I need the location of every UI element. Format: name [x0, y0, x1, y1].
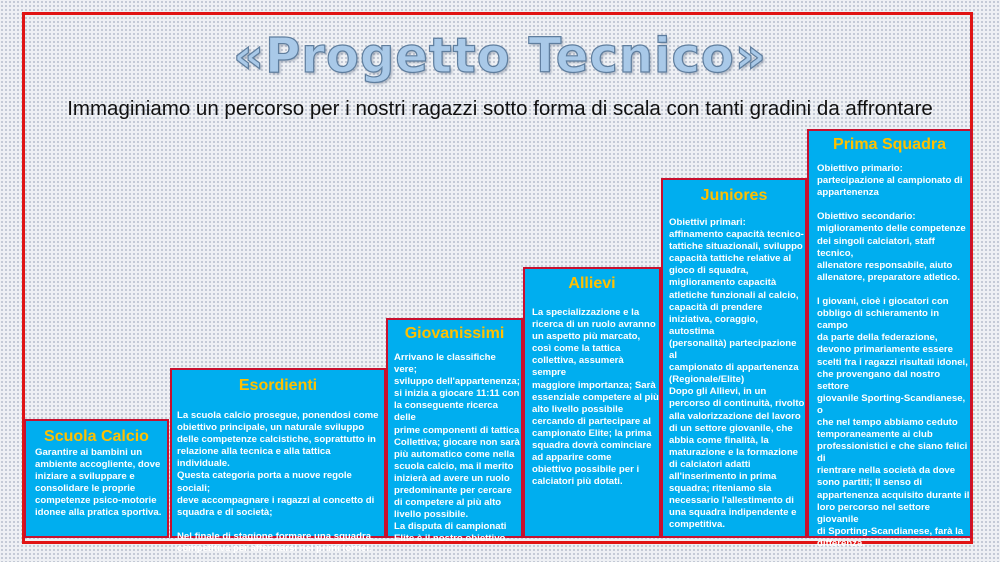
step-allievi — [523, 267, 661, 538]
step-text: Arrivano le classifiche vere; sviluppo dell'appartenenza; si inizia a giocare 11:11 con la conseguente ricerca delle prime componenti di tattica Collettiva; giocare non sarà più automatico come nella scuola calcio, ma il merito inizierà ad avere un ruolo predominante per cercare di competere al più alto livello possibile. La disputa di campionati Elite è il nostro obiettivo. — [394, 352, 520, 545]
step-heading: Giovanissimi — [404, 325, 505, 342]
slide-title: «Progetto Tecnico» — [233, 28, 767, 84]
step-giovanissimi — [386, 318, 523, 545]
step-heading: Allievi — [568, 275, 616, 292]
step-heading: Scuola Calcio — [44, 428, 149, 445]
step-esordienti — [170, 368, 386, 555]
step-text: La scuola calcio prosegue, ponendosi come obiettivo principale, un naturale sviluppo delle competenze calcistiche, soprattutto in relazione alla tecnica e alla tattica individuale. Questa categoria porta a nuove regole sociali; deve accompagnare i ragazzi al concetto di squadra e di società; Nel finale di stagione formare una squadra competitiva per affermarsi nei primi tornei. — [177, 410, 379, 555]
step-prima-squadra — [807, 129, 972, 549]
step-scuola-calcio — [24, 419, 169, 538]
step-text: Obiettivo primario: partecipazione al campionato di appartenenza Obiettivo secondario: miglioramento delle competenze dei singoli calciatori, staff tecnico, allenatore responsabile, aiuto allenatore, preparatore atletico. I giovani, cioè i giocatori con obbligo di schieramento in campo da parte della federazione, devono primariamente essere scelti fra i ragazzi risultati idonei, che provengano dal nostro settore giovanile Sporting-Scandianese, o che nel tempo abbiamo ceduto temporaneamente ai club professionistici e che siano felici di rientrare nella società da dove sono partiti; Il senso di appartenenza acquisito durante il loro percorso nel settore giovanile di Sporting-Scandianese, farà la differenza. — [817, 163, 970, 549]
step-text: Obiettivi primari: affinamento capacità tecnico- tattiche situazionali, sviluppo capacità tattiche relative al gioco di squadra, miglioramento capacità atletiche funzionali al calcio, capacità di prendere iniziativa, coraggio, autostima (personalità) partecipazione al campionato di appartenenza (Regionale/Elite) Dopo gli Allievi, in un percorso di continuità, rivolto alla valorizzazione del lavoro di un settore giovanile, che abbia come finalità, la maturazione e la formazione di calciatori adatti all'inserimento in prima squadra; riteniamo sia necessario l'allestimento di una squadra indipendente e competitiva. — [669, 217, 805, 531]
step-juniores — [661, 178, 807, 538]
step-text: Garantire ai bambini un ambiente accogliente, dove iniziare a sviluppare e consolidare le proprie competenze psico-motorie idonee alla pratica sportiva. — [35, 447, 162, 519]
slide-subtitle: Immaginiamo un percorso per i nostri ragazzi sotto forma di scala con tanti gradini da affrontare — [67, 97, 933, 120]
step-text: La specializzazione e la ricerca di un ruolo avranno un aspetto più marcato, così come la tattica collettiva, assumerà sempre maggiore importanza; Sarà essenziale competere al più alto livello possibile cercando di partecipare al campionato Elite; la prima squadra dovrà cominciare ad apparire come obiettivo possibile per i calciatori più dotati. — [532, 307, 659, 488]
step-heading: Esordienti — [238, 377, 318, 394]
step-heading: Prima Squadra — [833, 136, 946, 153]
step-heading: Juniores — [700, 187, 768, 204]
